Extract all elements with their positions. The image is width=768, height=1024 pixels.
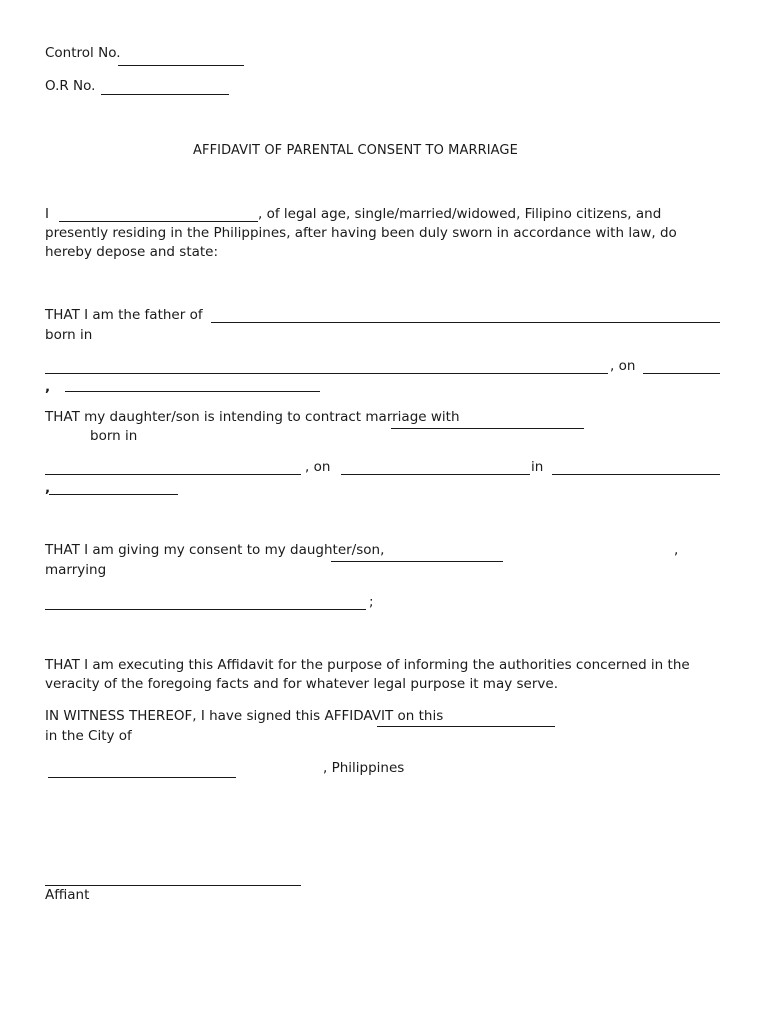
- father-statement: THAT I am the father of: [45, 307, 203, 323]
- or-no-field[interactable]: [101, 94, 229, 95]
- consent-child-name-field[interactable]: [331, 561, 503, 562]
- intro-line3: hereby depose and state:: [45, 244, 219, 260]
- child-birthplace-field[interactable]: [45, 373, 608, 374]
- affiant-name-field[interactable]: [59, 221, 258, 222]
- child-birth-date-field[interactable]: [643, 373, 720, 374]
- signing-date-field[interactable]: [377, 726, 555, 727]
- marriage-comma: ,: [45, 480, 51, 496]
- spouse-name-field[interactable]: [391, 428, 584, 429]
- marriage-statement: THAT my daughter/son is intending to contract marriage with: [45, 409, 460, 425]
- consent-statement: THAT I am giving my consent to my daughter/son,: [45, 542, 385, 558]
- father-born-in-label: born in: [45, 327, 93, 343]
- father-on-label: , on: [610, 358, 636, 374]
- spouse-extra-field[interactable]: [49, 494, 178, 495]
- marriage-on-label: , on: [305, 459, 331, 475]
- city-field[interactable]: [48, 777, 236, 778]
- spouse-birth-location-field[interactable]: [552, 474, 720, 475]
- father-comma: ,: [45, 379, 51, 395]
- purpose-line1: THAT I am executing this Affidavit for the purpose of informing the authorities concerned in the: [45, 657, 690, 673]
- intro-i-label: I: [45, 206, 49, 222]
- purpose-line2: veracity of the foregoing facts and for whatever legal purpose it may serve.: [45, 676, 558, 692]
- affiant-signature-line[interactable]: [45, 885, 301, 886]
- child-birth-year-field[interactable]: [65, 391, 320, 392]
- spouse-birthplace-field[interactable]: [45, 474, 301, 475]
- consent-semicolon: ;: [369, 594, 374, 610]
- marriage-born-in-label: born in: [90, 428, 138, 444]
- witness-line2: in the City of: [45, 728, 132, 744]
- marriage-in-label: in: [531, 459, 544, 475]
- document-title: AFFIDAVIT OF PARENTAL CONSENT TO MARRIAGE: [193, 143, 518, 158]
- or-no-label: O.R No.: [45, 78, 96, 94]
- consent-marrying-label: marrying: [45, 562, 107, 578]
- intro-line2: presently residing in the Philippines, after having been duly sworn in accordance with law, do: [45, 225, 677, 241]
- spouse-birth-date-field[interactable]: [341, 474, 530, 475]
- witness-philippines: , Philippines: [323, 760, 405, 776]
- control-no-label: Control No.: [45, 45, 121, 61]
- consent-comma: ,: [674, 542, 679, 558]
- child-name-field[interactable]: [211, 322, 720, 323]
- affiant-label: Affiant: [45, 887, 90, 903]
- control-no-field[interactable]: [118, 65, 244, 66]
- witness-line1: IN WITNESS THEREOF, I have signed this AFFIDAVIT on this: [45, 708, 444, 724]
- intro-line1: , of legal age, single/married/widowed, Filipino citizens, and: [258, 206, 662, 222]
- consent-spouse-name-field[interactable]: [45, 609, 366, 610]
